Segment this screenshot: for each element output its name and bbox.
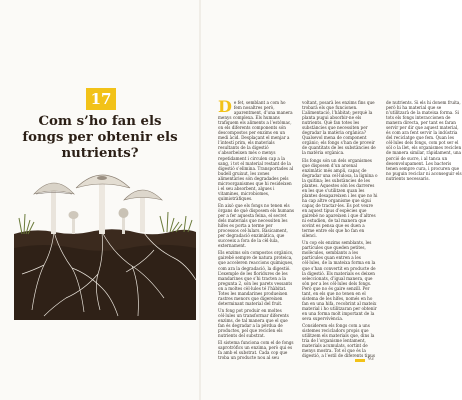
paragraph-1 — [218, 97, 294, 201]
chapter-title: Com s’ho fan els fongs per obtenir els nutrients? — [22, 114, 178, 161]
paragraph-3: Els enzims són compostos orgànics, gairebé sempre de natura proteica, que acceleren reaccions químiques, com ara la degradació, la digestió. L’exemple de les floridures de les mandarines que s’hi tracten a la pregunta 2, són les parets vessants on a moltes cèl·lules té l’hàbitat. Totes les mandarines produeixen rastres menors que digereixen determinant material del fruit. — [218, 250, 294, 306]
soil-texture — [14, 245, 196, 320]
footer-accent-bar — [355, 359, 365, 362]
paragraph-7: Un cop els enzims semblants, les partícules que queden petites, molècules, semblants a les partícules quan entren a les cèl·lules, de la mateixa forma en la que s’han convertit en producte de la digestió. Els materials es deixen seleccionats, d’igual manera, que són per a les cèl·lules dels fongs. Però que no és gaire senzill. Per tant, en els que no tenen en el sistema de les hifes, només en ho fan en una hifa, recobrint al mateix material i ho utilitzaran per obtenir en una forma molt important de la seva supervivència. — [302, 240, 377, 321]
article-body — [218, 97, 462, 362]
chapter-number-badge: 17 — [86, 88, 116, 110]
paragraph-6: Els fongs són un dels organismes que disposen d’un arsenal enzimàtic més ampli, capaç de degradar una cel·lulosa, la lignina o la quitina; les substàncies de les plantes. Aquestes són les darreres en les que s’utilitzen quan les plantes desapareixen i les que no hi ha cap altre organisme que sigui capaç de tractar-les. Es pot veure en aquest tipus d’espècies que gairebé no apareixen i que d’altres ni estudien, de tal manera que sovint es pensa que es duen a terme entre els que ho fan en silenci. — [302, 157, 378, 239]
page-number: 93 — [368, 357, 374, 362]
book-gutter — [199, 0, 201, 400]
mushroom-small-left — [69, 211, 79, 234]
paragraph-2: En això que els fongs no tenen els òrgans de què disposem els humans per a fer aquesta feina, el secret dels materials que necessiten les hifes es porta a terme per processos cel·lulars. Bàsicament, per degradació enzimàtica, que succeeix a fora de la cèl·lula, externament. — [218, 202, 294, 249]
paragraph-4: Un fong pot produir en moltes cèl·lules un transformar diferents enzims, de tal manera que el que fan és degradar a la pèrdua de productes, pel que reciclen els nutrients del substrat. — [218, 307, 289, 339]
mushroom-right — [124, 190, 162, 232]
mushrooms-in-soil-illustration — [14, 170, 196, 320]
mushroom-tall — [34, 183, 74, 234]
paragraph-text: e fet, semblant a com ho fem nosaltres però, aparentment, d’una manera menys complexa. Els humans trafiquem els aliments a l’estómac, on els diferents components són descompostos per enzims en un medi àcid. Desplaçant el menjar a l’intestí prim, els materials resultants de la digestió s’absorbeixen més o menys repetidament i circulen cap a la sang, i tot el material restant de la digestió s’elimina. Transportades al budell gruixut, les zones alimentàries són degradades pels microorganismes que hi resideixen i el seu absorbent, algues i vitamines, microbiomes, quimiotràfiques. — [218, 100, 294, 201]
paragraph-8: Considerem els fongs com a uns sistemes recicladors propis que utilitzem els materials que, dins la tria de l’organisme lentament, materials acumulats, sortint de menys mostra. Tot el que és la digestió, a l’estil de diferents tipus de nutrients. Si els hi donem fruita, però hi ha material que se n’utilitzarà de la mateixa forma. Si tots els fongs interaccionen de manera directa, per tant es faran servir per dir que aquest material, és com ara fent servir la indústria del reciclatge que fem. Quan les cèl·lules dels fongs, com pot ser el sòl o la llet, els organismes reciclen de manera similar, ràpidament, una porció de sucre, i al tanca un desenvolupament. Les bacteris tenen sempre cura, i procuren que no puguin reciclar ni aconseguir els nutrients necessaris. — [302, 100, 462, 359]
drop-cap: D — [218, 97, 232, 116]
mushroom-large — [76, 175, 130, 234]
page-footer — [355, 358, 385, 364]
paragraph-5: El sistema funciona com el de fongs saprotròfics un enzima, però qui es fa amb el substrat. Cada cop que troba un producte nou al seu voltant, posarà les enzims fins que trobarà els que funcionen. L’alimentació, l’hàbitat; perquè la planta pugui absorbir-ne els nutrients. Què fan totes les substàncies que necessiten per degradar la matèria orgànica? Qualsevol mena de component orgànic; els fongs s’han de proveir de quantitats de les substàncies de la matèria orgànica. — [218, 100, 376, 361]
